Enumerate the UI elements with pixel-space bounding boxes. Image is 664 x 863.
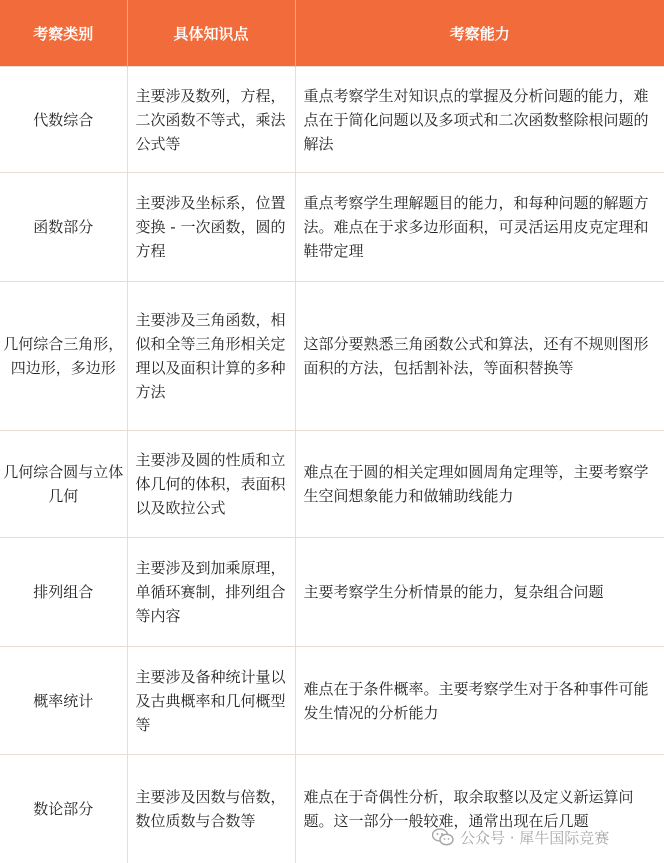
table-row <box>0 538 664 647</box>
category-cell: 排列组合 <box>0 538 127 647</box>
watermark-text: 公众号 · 犀牛国际竞赛 <box>460 828 610 847</box>
knowledge-cell: 主要涉及因数与倍数，数位质数与合数等 <box>127 755 295 863</box>
ability-cell: 重点考察学生理解题目的能力，和每种问题的解题方法。难点在于求多边形面积，可灵活运用皮克定理和鞋带定理 <box>295 173 664 282</box>
ability-cell: 这部分要熟悉三角函数公式和算法，还有不规则图形面积的方法，包括割补法，等面积替换等 <box>295 282 664 431</box>
knowledge-cell: 主要涉及三角函数，相似和全等三角形相关定理以及面积计算的多种方法 <box>127 282 295 431</box>
category-cell: 几何综合圆与立体几何 <box>0 431 127 538</box>
header-knowledge: 具体知识点 <box>127 0 295 67</box>
knowledge-cell: 主要涉及备种统计量以及古典概率和几何概型等 <box>127 647 295 755</box>
wechat-icon <box>432 828 454 846</box>
header-category: 考察类别 <box>0 0 127 67</box>
header-row <box>0 0 664 67</box>
knowledge-cell: 主要涉及圆的性质和立体几何的体积，表面积以及欧拉公式 <box>127 431 295 538</box>
ability-cell: 难点在于条件概率。主要考察学生对于各种事件可能发生情况的分析能力 <box>295 647 664 755</box>
category-cell: 概率统计 <box>0 647 127 755</box>
category-cell: 数论部分 <box>0 755 127 863</box>
table-row <box>0 282 664 431</box>
knowledge-cell: 主要涉及坐标系，位置变换 - 一次函数，圆的方程 <box>127 173 295 282</box>
table-row <box>0 647 664 755</box>
category-cell: 函数部分 <box>0 173 127 282</box>
knowledge-cell: 主要涉及数列，方程，二次函数不等式，乘法公式等 <box>127 67 295 173</box>
table-row <box>0 431 664 538</box>
header-ability: 考察能力 <box>295 0 664 67</box>
category-cell: 代数综合 <box>0 67 127 173</box>
ability-cell: 难点在于圆的相关定理如圆周角定理等，主要考察学生空间想象能力和做辅助线能力 <box>295 431 664 538</box>
knowledge-cell: 主要涉及到加乘原理，单循环赛制，排列组合等内容 <box>127 538 295 647</box>
ability-cell: 主要考察学生分析情景的能力，复杂组合问题 <box>295 538 664 647</box>
ability-cell: 重点考察学生对知识点的掌握及分析问题的能力，难点在于简化问题以及多项式和二次函数整除根问题的解法 <box>295 67 664 173</box>
table-row <box>0 173 664 282</box>
ability-cell: 难点在于奇偶性分析，取余取整以及定义新运算问题。这一部分一般较难，通常出现在后几题 <box>295 755 664 863</box>
table-row <box>0 67 664 173</box>
category-cell: 几何综合三角形，四边形，多边形 <box>0 282 127 431</box>
watermark <box>432 822 609 852</box>
